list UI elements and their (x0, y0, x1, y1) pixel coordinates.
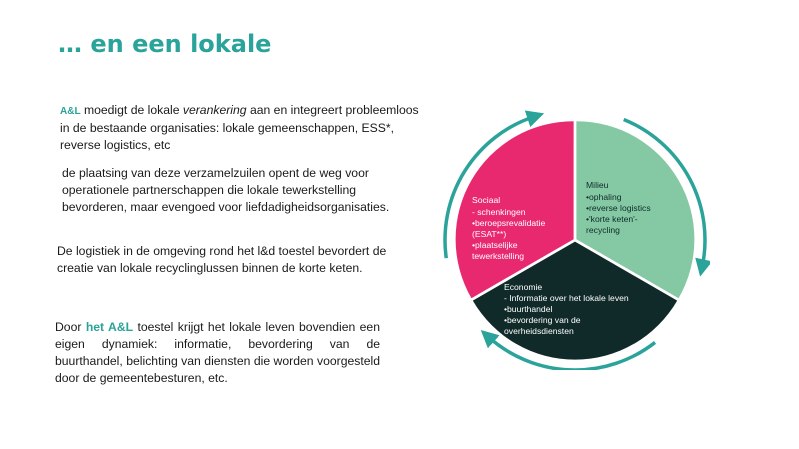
paragraph-text: Door (55, 320, 86, 334)
sociaal-line: (ESAT**) (472, 229, 507, 239)
paragraph-text: toestel krijgt het lokale leven bovendien een eigen dynamiek: informatie, bevordering van de buurthandel, belichting van diensten die worden voorgesteld door de gemeentebesturen, etc. (55, 320, 380, 385)
milieu-line: •ophaling (586, 192, 622, 202)
paragraph-dynamiek (55, 319, 380, 387)
sociaal-line: •plaatselijke (472, 240, 518, 250)
economie-line: •buurthandel (504, 304, 553, 314)
economie-heading: Economie (504, 282, 543, 292)
paragraph-partnerschappen: de plaatsing van deze verzamelzuilen opent de weg voor operationele partnerschappen die lokale tewerkstelling bevorderen, maar evengoed voor liefdadigheidsorganisaties. (62, 166, 390, 214)
brand-name: het A&L (85, 320, 134, 334)
milieu-line: recycling (586, 225, 620, 235)
milieu-heading: Milieu (586, 180, 609, 190)
sociaal-heading: Sociaal (472, 195, 501, 205)
page-title: … en een lokale (58, 30, 272, 58)
emphasis-text: verankering (182, 103, 247, 117)
milieu-line: •'korte keten'- (586, 214, 638, 224)
sociaal-line: •beroepsrevalidatie (472, 218, 546, 228)
economie-line: overheidsdiensten (504, 326, 574, 336)
paragraph-text: moedigt de lokale (80, 103, 183, 117)
sociaal-line: - schenkingen (472, 207, 526, 217)
economie-line: •bevordering van de (504, 315, 581, 325)
milieu-line: •reverse logistics (586, 203, 651, 213)
paragraph-verankering (60, 102, 430, 154)
brand-name: A&L (60, 106, 81, 117)
sociaal-line: tewerkstelling (472, 251, 525, 261)
paragraph-logistiek: De logistiek in de omgeving rond het l&d toestel bevordert de creatie van lokale recyclinglussen binnen de korte keten. (57, 244, 387, 275)
economie-line: - Informatie over het lokale leven (504, 293, 629, 303)
cycle-diagram (440, 100, 710, 370)
paragraph-text: aan en integreert probleemloos in de bestaande organisaties: lokale gemeenschappen, ESS*, reverse logistics, etc (60, 103, 419, 152)
